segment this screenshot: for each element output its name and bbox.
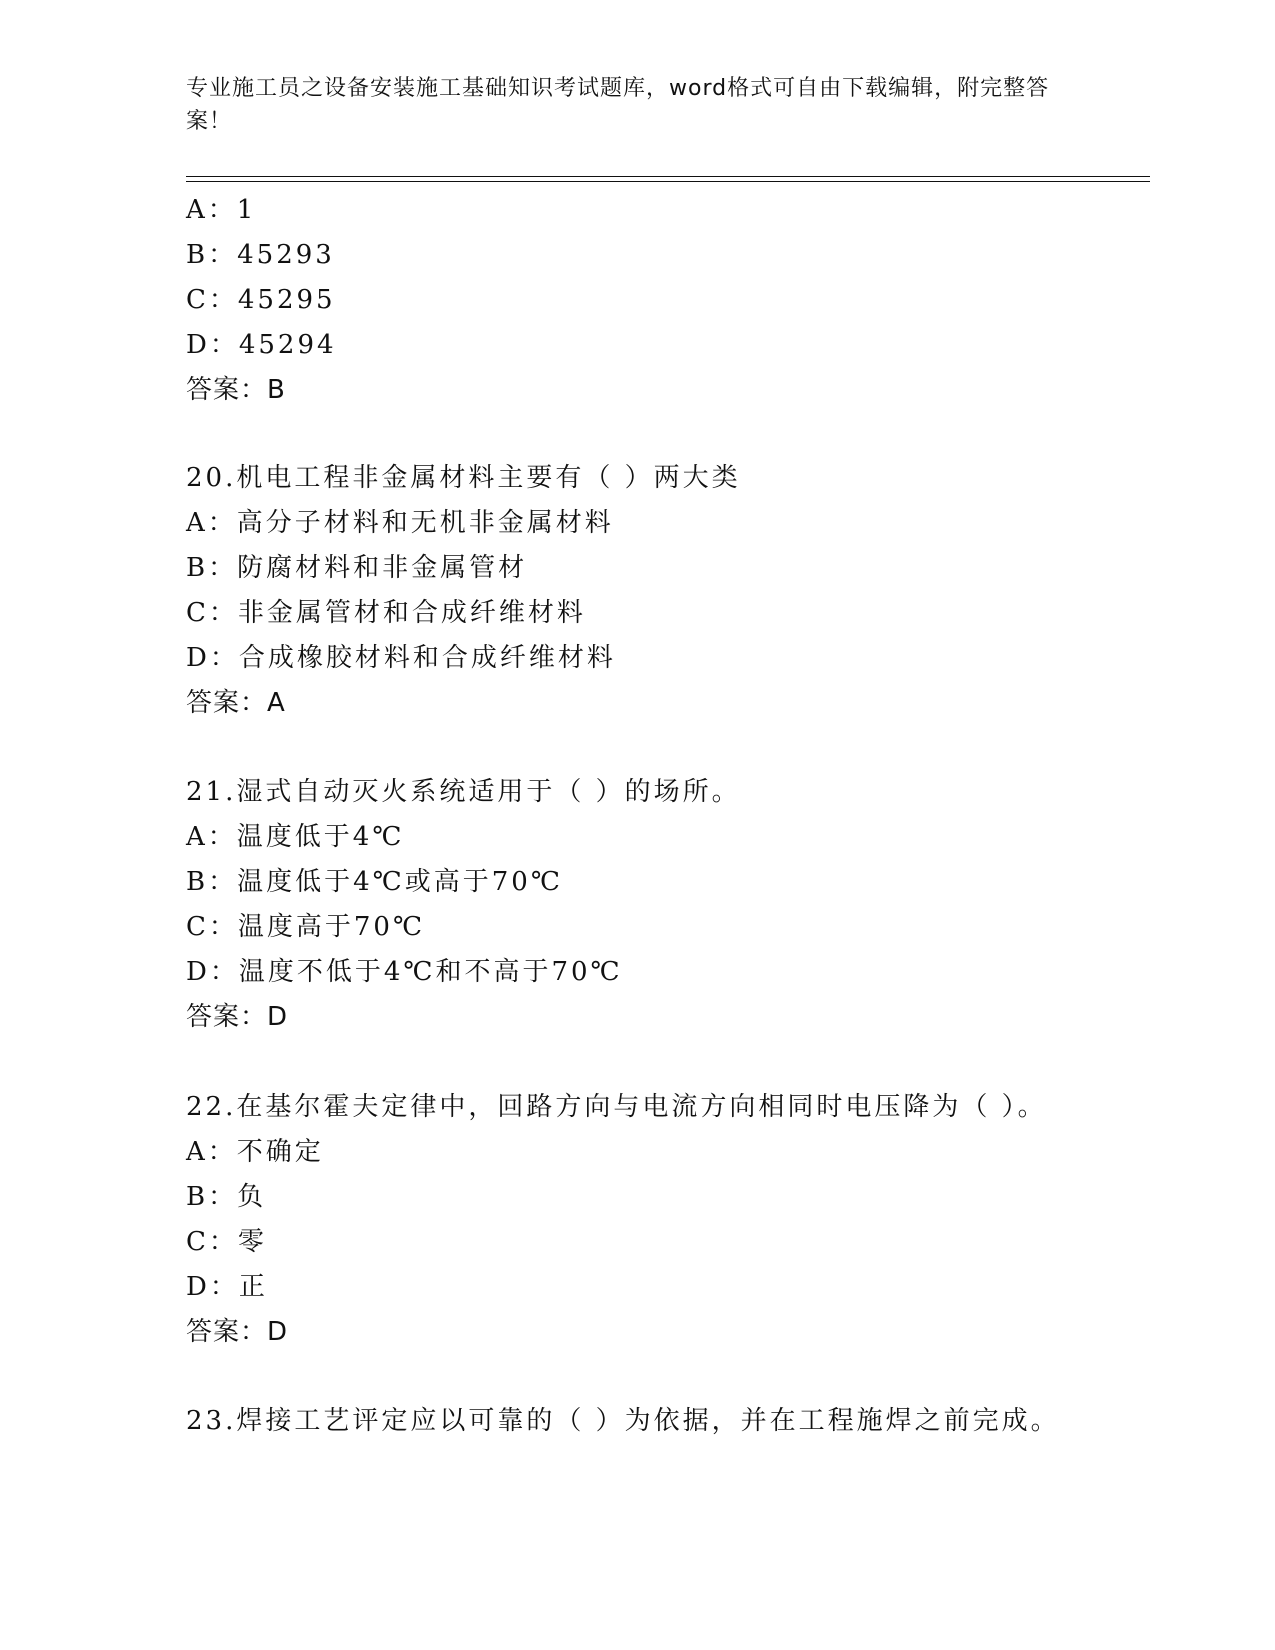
question-20-option-a: A：高分子材料和无机非金属材料 <box>186 508 614 538</box>
question-22-answer: 答案：D <box>186 1317 289 1347</box>
question-22-option-d: D：正 <box>186 1272 268 1302</box>
prev-option-a: A：1 <box>186 195 257 225</box>
question-22-option-b: B：负 <box>186 1182 267 1212</box>
prev-option-b: B：45293 <box>186 240 335 270</box>
question-22-option-c: C：零 <box>186 1227 267 1257</box>
question-23-stem: 23.焊接工艺评定应以可靠的（ ）为依据，并在工程施焊之前完成。 <box>186 1406 1060 1436</box>
prev-option-c: C：45295 <box>186 285 336 315</box>
question-21-option-c: C：温度高于70℃ <box>186 912 426 942</box>
question-22-stem: 22.在基尔霍夫定律中，回路方向与电流方向相同时电压降为（ ）。 <box>186 1092 1047 1122</box>
question-21-answer: 答案：D <box>186 1002 289 1032</box>
question-20-option-d: D：合成橡胶材料和合成纤维材料 <box>186 643 616 673</box>
prev-option-d: D：45294 <box>186 330 337 360</box>
question-21-stem: 21.湿式自动灭火系统适用于（ ）的场所。 <box>186 777 741 807</box>
question-20-option-c: C：非金属管材和合成纤维材料 <box>186 598 586 628</box>
prev-answer: 答案：B <box>186 375 286 405</box>
question-21-option-b: B：温度低于4℃或高于70℃ <box>186 867 563 897</box>
header-rule-bottom <box>186 181 1150 182</box>
question-20-answer: 答案：A <box>186 688 286 718</box>
question-21-option-a: A：温度低于4℃ <box>186 822 405 852</box>
document-header: 专业施工员之设备安装施工基础知识考试题库，word格式可自由下载编辑，附完整答案！ <box>186 76 1050 134</box>
question-20-stem: 20.机电工程非金属材料主要有（ ）两大类 <box>186 463 741 493</box>
question-22-option-a: A：不确定 <box>186 1137 324 1167</box>
question-21-option-d: D：温度不低于4℃和不高于70℃ <box>186 957 623 987</box>
question-20-option-b: B：防腐材料和非金属管材 <box>186 553 528 583</box>
header-rule-top <box>186 176 1150 177</box>
